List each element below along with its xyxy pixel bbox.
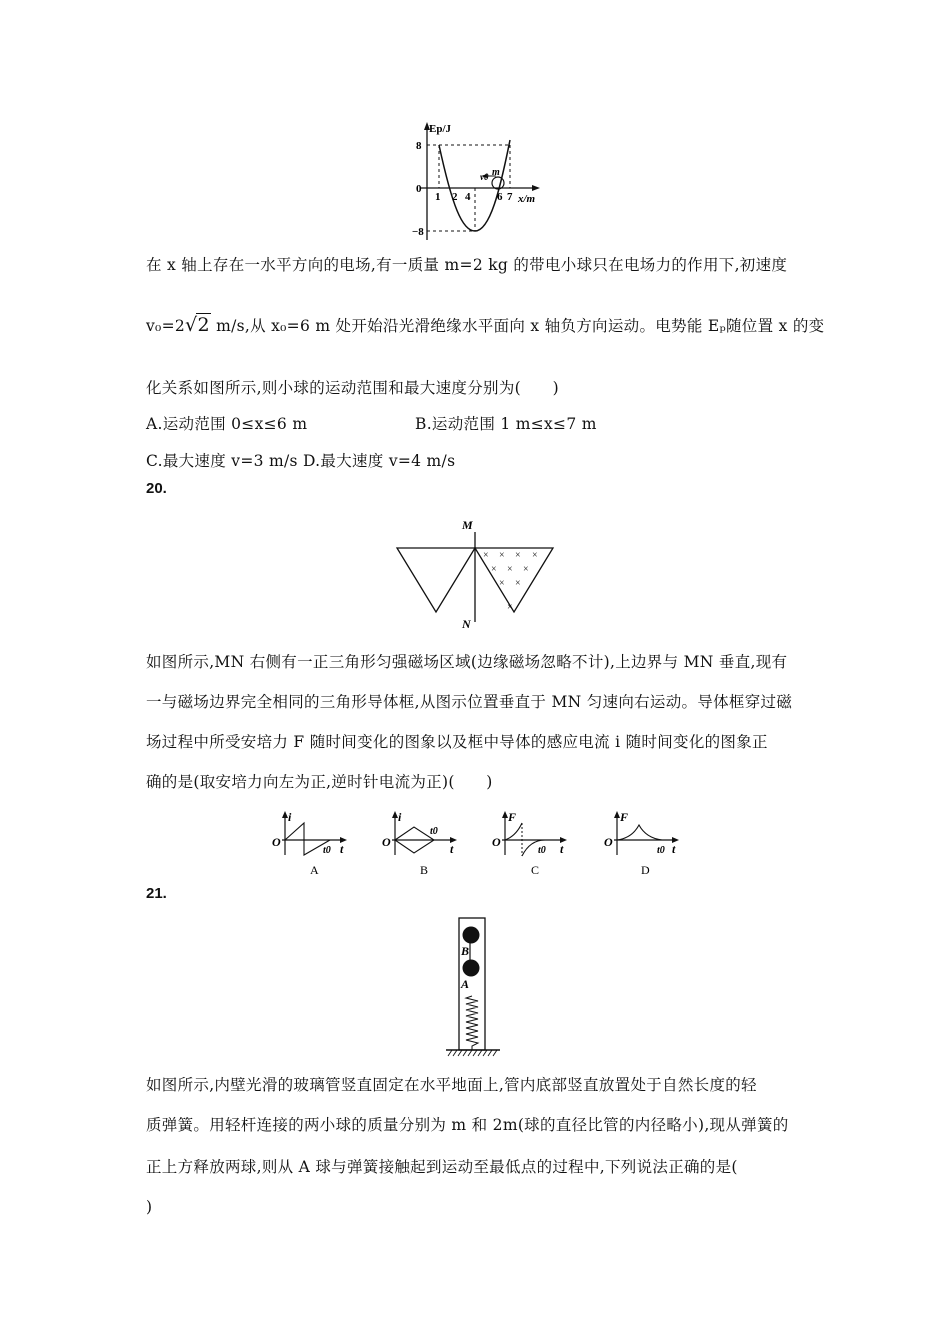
svg-text:×: ×	[515, 578, 521, 589]
q19-option-cd[interactable]: C.最大速度 v=3 m/s D.最大速度 v=4 m/s	[146, 452, 456, 470]
graph-d[interactable]	[604, 810, 679, 877]
graph-d-t0: t0	[657, 845, 665, 856]
graph-d-letter: D	[641, 863, 650, 877]
svg-text:×: ×	[483, 550, 489, 561]
x-tick-7: 7	[507, 191, 513, 203]
graph-b-t: t	[450, 842, 454, 856]
q20-number: 20.	[146, 480, 167, 497]
q19-line2-pre: v₀=2	[146, 317, 186, 335]
y-tick-0: 0	[416, 183, 422, 195]
graph-d-origin: O	[604, 835, 613, 849]
q21-line1: 如图所示,内壁光滑的玻璃管竖直固定在水平地面上,管内底部竖直放置处于自然长度的轻	[146, 1076, 757, 1094]
magnetic-field-diagram	[390, 510, 565, 635]
svg-text:×: ×	[507, 602, 513, 613]
sqrt-symbol: √2	[185, 314, 210, 336]
graph-a-letter: A	[310, 863, 319, 877]
q20-line4: 确的是(取安培力向左为正,逆时针电流为正)( )	[146, 773, 493, 791]
label-a: A	[461, 977, 470, 991]
y-tick-neg8: −8	[412, 226, 424, 238]
x-tick-2: 2	[452, 191, 458, 203]
graph-a[interactable]	[272, 810, 347, 877]
x-tick-4: 4	[465, 191, 471, 203]
q21-line3: 正上方释放两球,则从 A 球与弹簧接触起到运动至最低点的过程中,下列说法正确的是(	[146, 1158, 738, 1176]
x-tick-1: 1	[435, 191, 441, 203]
label-n: N	[462, 617, 471, 631]
q19-line2-post: m/s,从 x₀=6 m 处开始沿光滑绝缘水平面向 x 轴负方向运动。电势能 Eₚ随位置 x 的变	[210, 317, 825, 335]
svg-text:×: ×	[532, 550, 538, 561]
svg-text:×: ×	[499, 550, 505, 561]
q19-line1: 在 x 轴上存在一水平方向的电场,有一质量 m=2 kg 的带电小球只在电场力的作用下,初速度	[146, 256, 788, 274]
y-tick-8: 8	[416, 140, 422, 152]
graph-b-y-label: i	[398, 810, 402, 824]
q21-number: 21.	[146, 885, 167, 902]
graph-c-letter: C	[531, 863, 540, 877]
graph-c-y-label: F	[508, 810, 517, 824]
q20-line1: 如图所示,MN 右侧有一正三角形匀强磁场区域(边缘磁场忽略不计),上边界与 MN 垂直,现有	[146, 653, 788, 671]
x-tick-6: 6	[497, 191, 503, 203]
svg-text:×: ×	[523, 564, 529, 575]
label-b: B	[461, 944, 470, 958]
y-axis-label: Ep/J	[429, 123, 452, 135]
graph-c-origin: O	[492, 835, 501, 849]
q21-line2: 质弹簧。用轻杆连接的两小球的质量分别为 m 和 2m(球的直径比管的内径略小),现从弹簧的	[146, 1116, 789, 1134]
q19-line3: 化关系如图所示,则小球的运动范围和最大速度分别为( )	[146, 379, 559, 397]
x-axis-label: x/m	[518, 193, 536, 205]
svg-text:×: ×	[507, 564, 513, 575]
graph-c-t: t	[560, 842, 564, 856]
potential-energy-graph	[410, 120, 550, 245]
q19-option-a[interactable]: A.运动范围 0≤x≤6 m	[146, 415, 308, 433]
svg-text:×: ×	[491, 564, 497, 575]
graph-a-y-label: i	[288, 810, 292, 824]
mass-label: m	[492, 167, 500, 178]
graph-c[interactable]	[492, 810, 567, 877]
q20-option-graphs	[265, 805, 685, 880]
q20-line2: 一与磁场边界完全相同的三角形导体框,从图示位置垂直于 MN 匀速向右运动。导体框穿过磁	[146, 693, 793, 711]
tube-spring-diagram	[440, 912, 510, 1057]
graph-b-origin: O	[382, 835, 391, 849]
graph-b-t0: t0	[430, 826, 438, 837]
sqrt-radicand: 2	[197, 314, 210, 336]
q19-option-b[interactable]: B.运动范围 1 m≤x≤7 m	[415, 415, 597, 433]
graph-b[interactable]	[382, 810, 457, 877]
svg-text:×: ×	[499, 578, 505, 589]
label-m: M	[462, 518, 473, 532]
q21-line4: )	[146, 1198, 153, 1216]
velocity-label: v0	[480, 172, 489, 182]
svg-text:×: ×	[515, 550, 521, 561]
graph-a-t: t	[340, 842, 344, 856]
graph-a-t0: t0	[323, 845, 331, 856]
q20-line3: 场过程中所受安培力 F 随时间变化的图象以及框中导体的感应电流 i 随时间变化的图象正	[146, 733, 768, 751]
graph-d-y-label: F	[620, 810, 629, 824]
graph-d-t: t	[672, 842, 676, 856]
graph-a-origin: O	[272, 835, 281, 849]
q19-line2	[146, 315, 825, 336]
graph-b-letter: B	[420, 863, 429, 877]
graph-c-t0: t0	[538, 845, 546, 856]
